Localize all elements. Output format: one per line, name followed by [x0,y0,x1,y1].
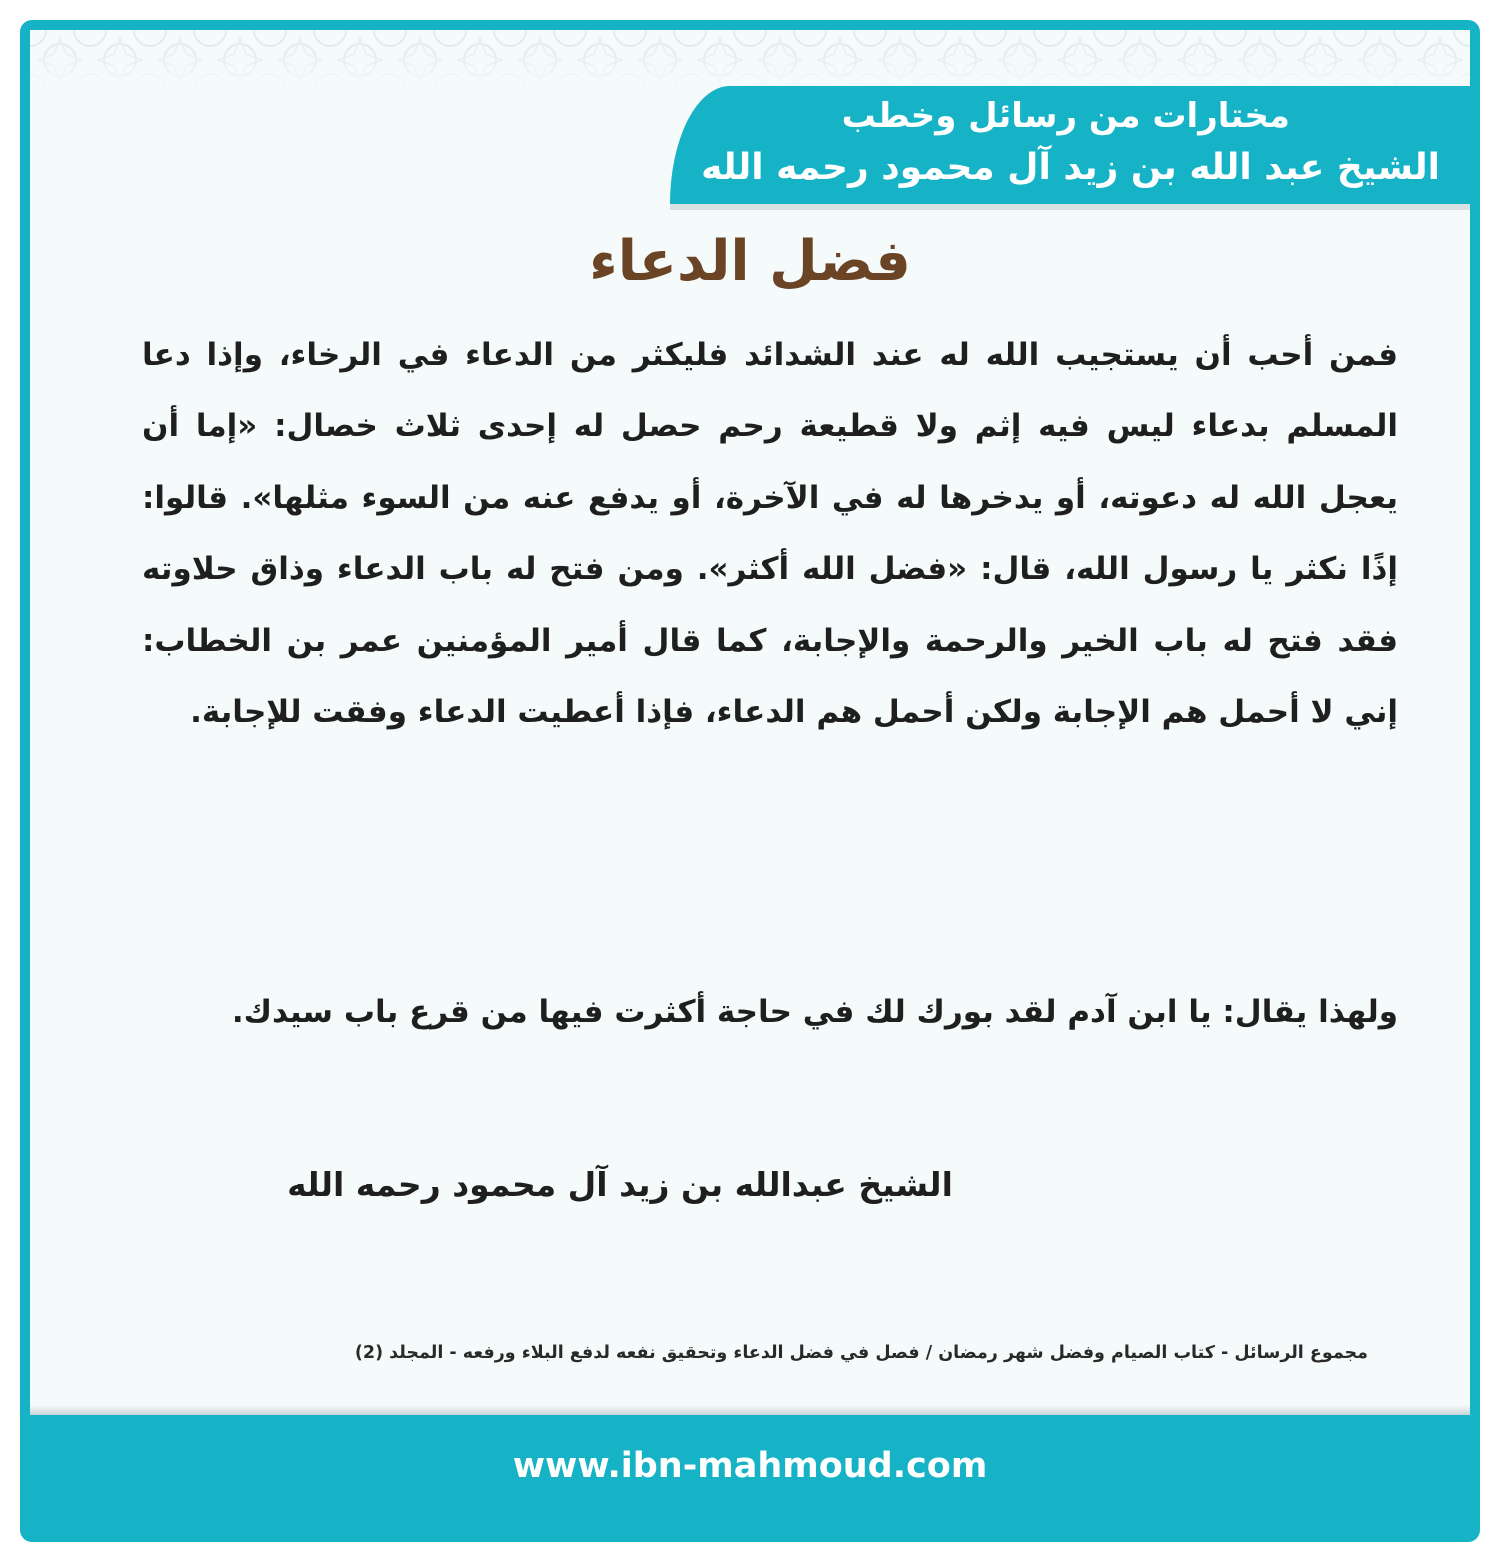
body-paragraph-2: ولهذا يقال: يا ابن آدم لقد بورك لك في حاجة أكثرت فيها من قرع باب سيدك. [231,994,1398,1030]
page-frame [20,20,1480,1542]
decorative-pattern [30,30,1470,90]
author-name: الشيخ عبدالله بن زيد آل محمود رحمه الله [287,1165,953,1204]
header-banner [670,86,1470,204]
body-paragraph-1: فمن أحب أن يستجيب الله له عند الشدائد فليكثر من الدعاء في الرخاء، وإذا دعا المسلم بدعاء ليس فيه إثم ولا قطيعة رحم حصل له إحدى ثلاث خصال: «إما أن يعجل الله له دعوته، أو يدخرها له في الآخرة، أو يدفع عنه من السوء مثلها». قالوا: إذًا نكثر يا رسول الله، قال: «فضل الله أكثر». ومن فتح له باب الدعاء وذاق حلاوته فقد فتح له باب الخير والرحمة والإجابة، كما قال أمير المؤمنين عمر بن الخطاب: إني لا أحمل هم الإجابة ولكن أحمل هم الدعاء، فإذا أعطيت الدعاء وفقت للإجابة. [142,337,1398,731]
source-citation: مجموع الرسائل - كتاب الصيام وفضل شهر رمضان / فصل في فضل الدعاء وتحقيق نفعه لدفع البلاء ورفعه - المجلد (2) [354,1343,1368,1363]
page-title: فضل الدعاء [589,229,911,294]
website-link[interactable]: www.ibn-mahmoud.com [512,1446,988,1486]
panel-divider [30,1405,1470,1415]
series-title: مختارات من رسائل وخطب [841,96,1290,136]
author-signature [0,1160,1500,1210]
series-author: الشيخ عبد الله بن زيد آل محمود رحمه الله [701,147,1440,188]
